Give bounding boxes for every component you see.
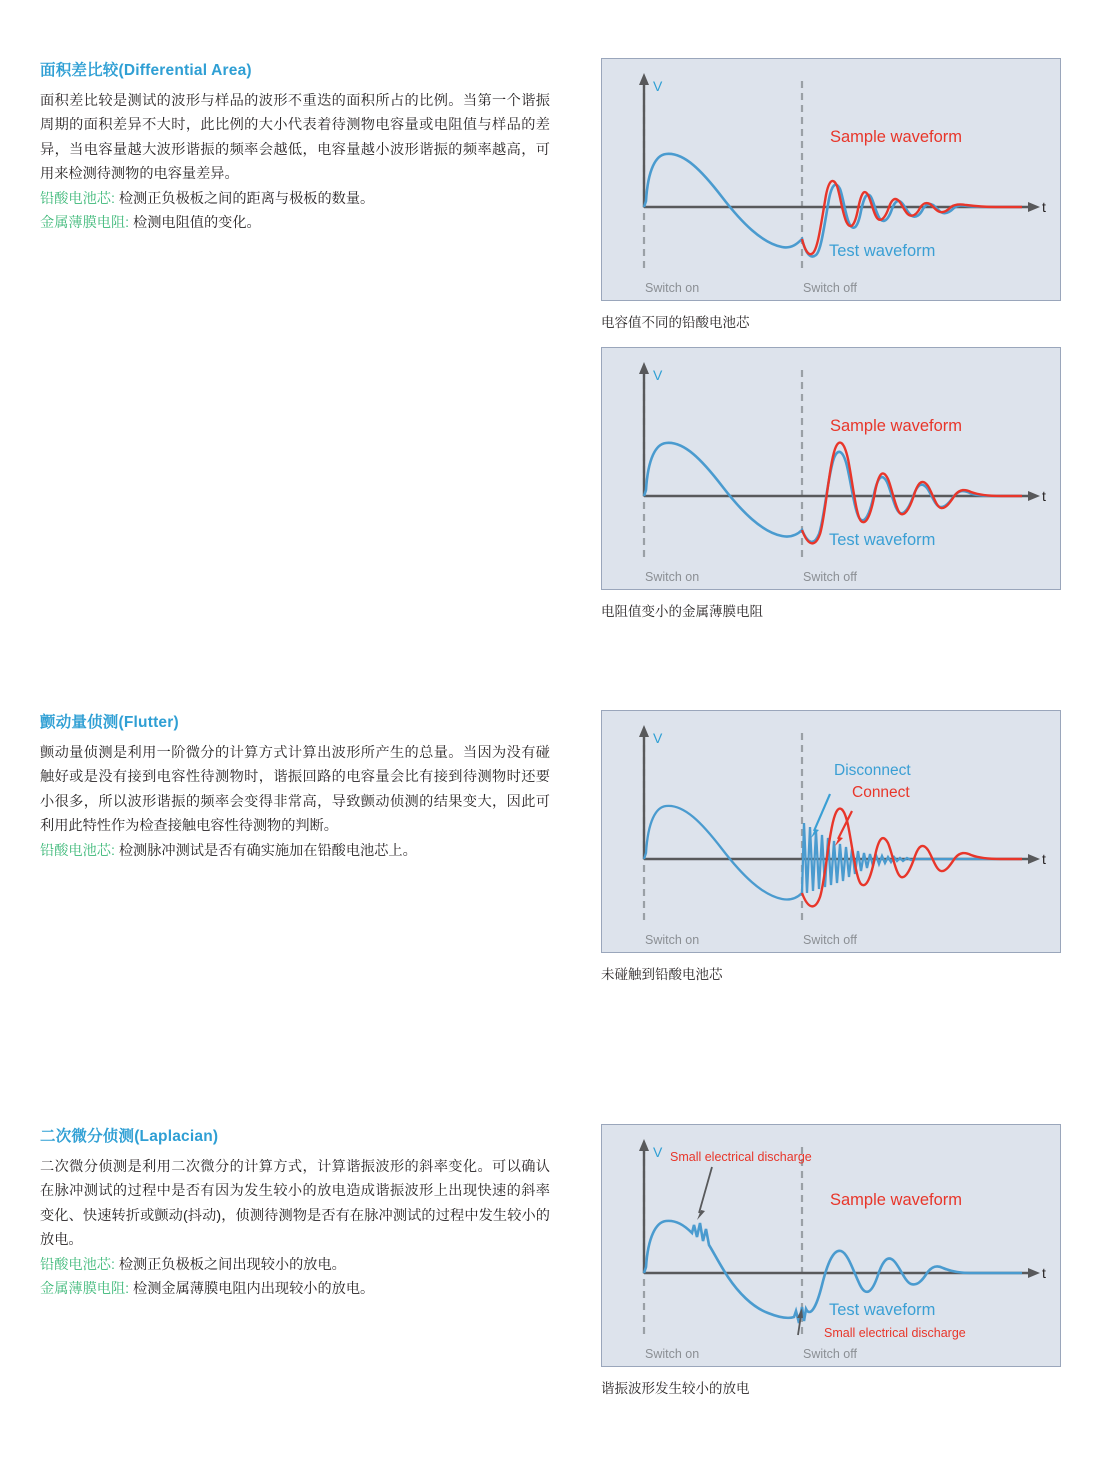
sample-waveform-label: Sample waveform (830, 1191, 963, 1209)
figure-3-plot (601, 710, 1061, 953)
figure-3 (601, 710, 1061, 983)
section-3-body: 二次微分侦测是利用二次微分的计算方式，计算谐振波形的斜率变化。可以确认在脉冲测试的过程中是否有因为发生较小的放电造成谐振波形上出现快速的斜率变化、快速转折或颤动(抖动)，侦测待测物是否有在脉冲测试的过程中发生较小的放电。 (40, 1159, 550, 1249)
discharge-arrow-top (699, 1167, 712, 1213)
axis-label-x: t (1042, 488, 1046, 504)
section-1-note-1 (40, 211, 550, 235)
small-discharge-bottom-label: Small electrical discharge (824, 1326, 966, 1340)
note-tag: 铅酸电池芯: (40, 190, 115, 207)
figure-4 (601, 1124, 1061, 1397)
switch-on-label: Switch on (645, 1347, 700, 1361)
section-2-title: 颤动量侦测(Flutter) (40, 714, 179, 731)
section-3-note-0 (40, 1253, 550, 1277)
test-waveform-label: Test waveform (829, 242, 936, 260)
section-3-note-1 (40, 1277, 550, 1301)
small-discharge-top-label: Small electrical discharge (670, 1150, 812, 1164)
section-1-note-0 (40, 187, 550, 211)
section-1-title: 面积差比较(Differential Area) (40, 62, 252, 79)
section-2-body: 颤动量侦测是利用一阶微分的计算方式计算出波形所产生的总量。当因为没有碰触好或是没有接到电容性待测物时，谐振回路的电容量会比有接到待测物时还要小很多，所以波形谐振的频率会变得非常高，导致颤动侦测的结果变大，因此可利用此特性作为检查接触电容性待测物的判断。 (40, 745, 550, 835)
note-tag: 铅酸电池芯: (40, 842, 115, 859)
switch-off-label: Switch off (803, 281, 857, 295)
test-waveform-label: Test waveform (829, 531, 936, 549)
figure-1 (601, 58, 1061, 331)
figure-1-caption: 电容值不同的铅酸电池芯 (601, 315, 750, 330)
note-text: 检测正负极板之间的距离与极板的数量。 (114, 190, 375, 207)
section-1-body: 面积差比较是测试的波形与样品的波形不重迭的面积所占的比例。当第一个谐振周期的面积差异不大时，此比例的大小代表着待测物电容量或电阻值与样品的差异，当电容量越大波形谐振的频率会越低，电容量越小波形谐振的频率越高，可用来检测待测物的电容量差异。 (40, 93, 550, 183)
switch-off-label: Switch off (803, 1347, 857, 1361)
axis-label-x: t (1042, 1265, 1046, 1281)
figure-2-caption: 电阻值变小的金属薄膜电阻 (601, 604, 763, 619)
note-tag: 金属薄膜电阻: (40, 1281, 130, 1298)
section-3-title: 二次微分侦测(Laplacian) (40, 1128, 219, 1145)
connect-label: Connect (852, 784, 910, 801)
section-2-note-0 (40, 839, 550, 863)
section-flutter (40, 710, 550, 863)
note-tag: 金属薄膜电阻: (40, 215, 130, 232)
axis-label-x: t (1042, 199, 1046, 215)
switch-on-label: Switch on (645, 281, 700, 295)
axis-label-y: V (653, 1144, 663, 1160)
figure-4-plot (601, 1124, 1061, 1367)
section-1-text (40, 58, 550, 236)
note-text: 检测正负极板之间出现较小的放电。 (114, 1256, 346, 1273)
section-3-text (40, 1124, 550, 1302)
section-2-text (40, 710, 550, 863)
section-laplacian (40, 1124, 550, 1302)
figure-4-caption: 谐振波形发生较小的放电 (601, 1381, 750, 1396)
switch-off-label: Switch off (803, 570, 857, 584)
switch-on-label: Switch on (645, 570, 700, 584)
note-text: 检测电阻值的变化。 (129, 215, 261, 232)
disconnect-label: Disconnect (834, 762, 911, 779)
disconnect-arrow (814, 794, 830, 831)
figure-3-caption: 未碰触到铅酸电池芯 (601, 967, 723, 982)
switch-on-label: Switch on (645, 933, 700, 947)
switch-off-label: Switch off (803, 933, 857, 947)
figure-2-plot (601, 347, 1061, 590)
sample-waveform-label: Sample waveform (830, 128, 963, 146)
test-waveform-label: Test waveform (829, 1301, 936, 1319)
note-tag: 铅酸电池芯: (40, 1256, 115, 1273)
axis-label-y: V (653, 78, 663, 94)
axis-label-y: V (653, 367, 663, 383)
axis-label-x: t (1042, 851, 1046, 867)
note-text: 检测金属薄膜电阻内出现较小的放电。 (129, 1281, 375, 1298)
section-differential-area (40, 58, 550, 236)
figure-1-plot (601, 58, 1061, 301)
figure-2 (601, 347, 1061, 620)
sample-waveform-label: Sample waveform (830, 417, 963, 435)
note-text: 检测脉冲测试是否有确实施加在铅酸电池芯上。 (114, 842, 417, 859)
axis-label-y: V (653, 730, 663, 746)
